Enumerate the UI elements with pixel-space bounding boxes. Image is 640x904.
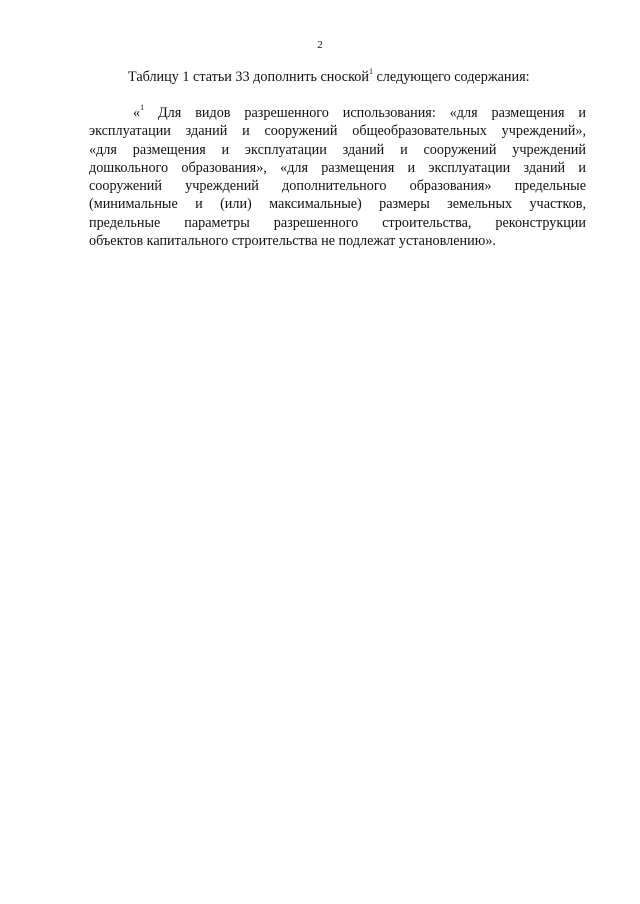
footnote-line: (минимальные и (или) максимальные) размеры земельных участков, <box>89 196 586 213</box>
footnote-reference: 1 <box>368 67 373 77</box>
intro-paragraph <box>128 68 568 86</box>
footnote-line: объектов капитального строительства не подлежат установлению». <box>89 233 496 250</box>
footnote-marker: 1 <box>140 104 145 113</box>
intro-text-continuation: следующего содержания: <box>372 69 530 85</box>
page-number: 2 <box>317 39 323 51</box>
footnote-line: предельные параметры разрешенного строительства, реконструкции <box>89 214 586 231</box>
footnote-line: «для размещения и эксплуатации зданий и сооружений учреждений <box>89 141 586 158</box>
footnote-line-text: Для видов разрешенного использования: «для размещения и <box>144 105 586 121</box>
footnote-line: эксплуатации зданий и сооружений общеобразовательных учреждений», <box>89 123 586 140</box>
footnote-line: дошкольного образования», «для размещения и эксплуатации зданий и <box>89 159 586 176</box>
open-quote: « <box>133 105 141 121</box>
intro-text: Таблицу 1 статьи 33 дополнить сноской <box>128 69 369 85</box>
footnote-line: сооружений учреждений дополнительного образования» предельные <box>89 178 586 195</box>
footnote-paragraph <box>89 104 586 250</box>
footnote-line <box>89 104 586 122</box>
